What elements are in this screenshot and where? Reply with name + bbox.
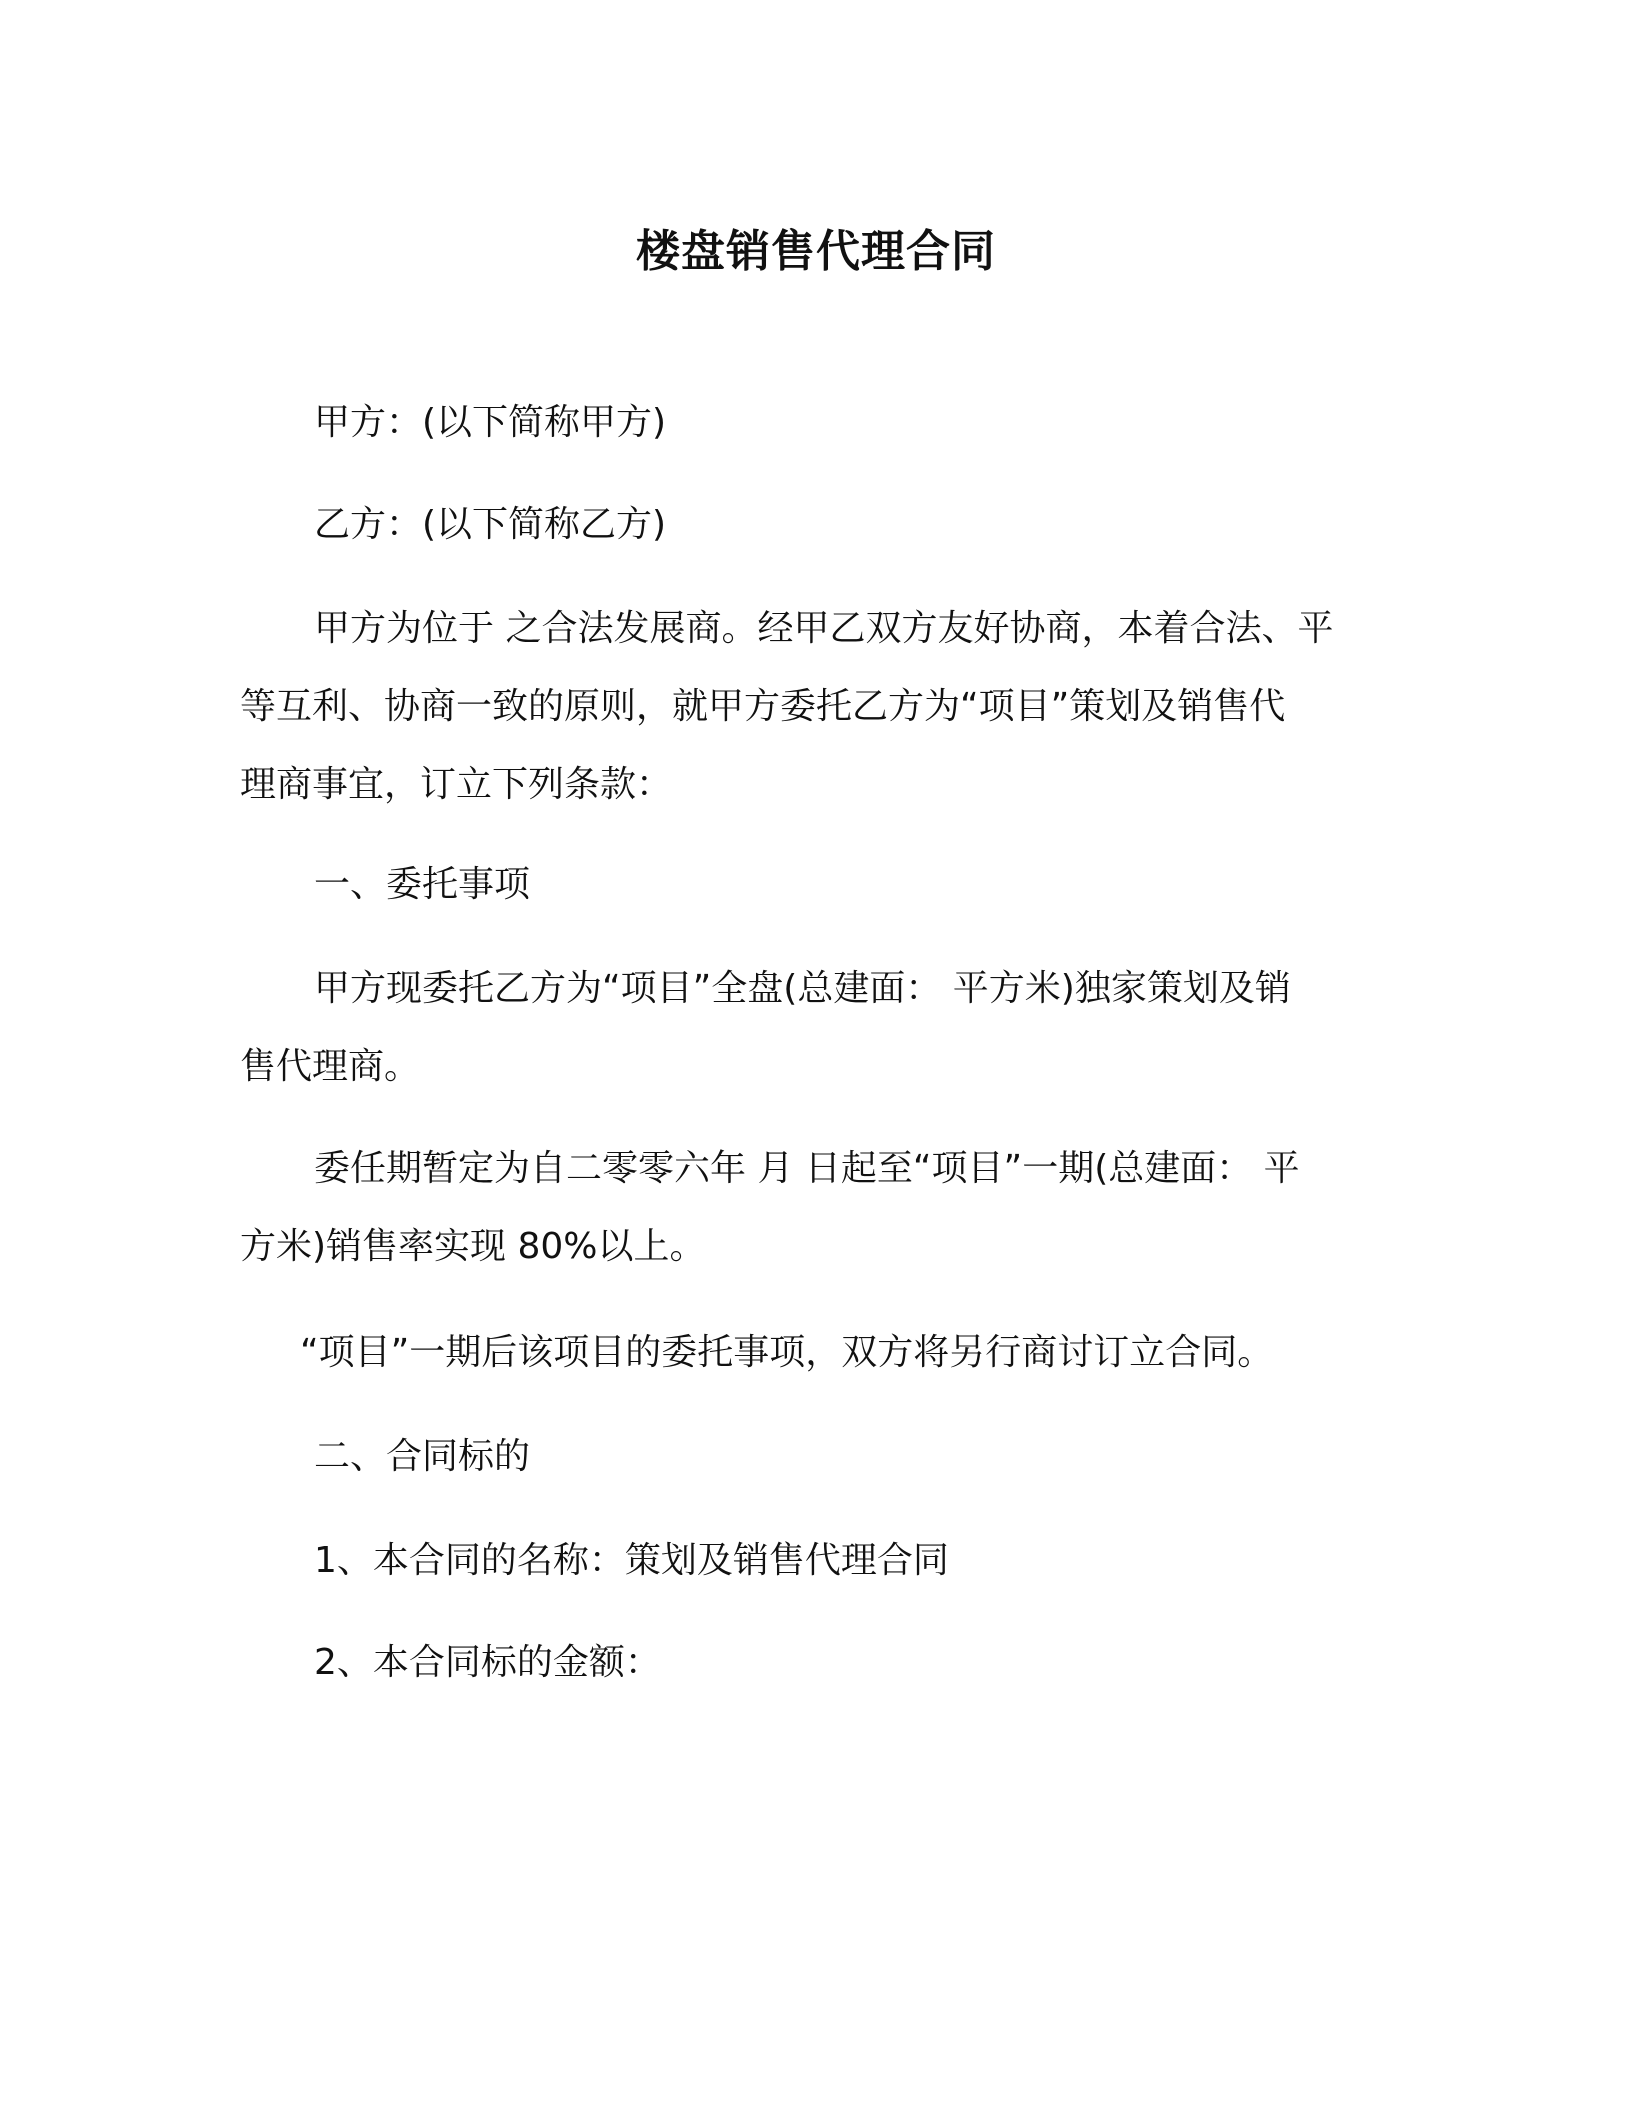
section-1-p1-line-1: 甲方现委托乙方为“项目”全盘(总建面： 平方米)独家策划及销 (314, 968, 1291, 1009)
section-2-heading: 二、合同标的 (314, 1436, 531, 1477)
section-1-heading: 一、委托事项 (314, 864, 531, 905)
section-2-item-2: 2、本合同标的金额： (314, 1642, 661, 1683)
party-b-text: 乙方：(以下简称乙方) (314, 504, 667, 545)
section-1-p2-line-2: 方米)销售率实现 80%以上。 (240, 1226, 706, 1267)
intro-line-2: 等互利、协商一致的原则，就甲方委托乙方为“项目”策划及销售代 (240, 686, 1286, 727)
party-a-text: 甲方：(以下简称甲方) (314, 402, 667, 443)
section-1-p2-line-1: 委任期暂定为自二零零六年 月 日起至“项目”一期(总建面： 平 (314, 1148, 1300, 1189)
section-1-paragraph-1 (240, 950, 1360, 1106)
section-1-p1-line-2: 售代理商。 (240, 1046, 421, 1087)
intro-paragraph (240, 590, 1360, 824)
section-1-paragraph-3 (240, 1314, 1360, 1392)
intro-line-1: 甲方为位于 之合法发展商。经甲乙双方友好协商，本着合法、平 (314, 608, 1334, 649)
intro-line-3: 理商事宜，订立下列条款： (240, 764, 673, 805)
section-1-heading-line (240, 846, 1360, 924)
section-2-item-2-line (240, 1624, 1360, 1702)
section-1-paragraph-2 (240, 1130, 1360, 1286)
section-2-heading-line (240, 1418, 1360, 1496)
section-1-p3-line-1: “项目”一期后该项目的委托事项，双方将另行商讨订立合同。 (300, 1332, 1274, 1373)
party-b-line (240, 486, 1360, 564)
document-title: 楼盘销售代理合同 (636, 226, 996, 277)
party-a-line (240, 384, 1360, 462)
section-2-item-1-line (240, 1522, 1360, 1600)
section-2-item-1: 1、本合同的名称：策划及销售代理合同 (314, 1540, 949, 1581)
